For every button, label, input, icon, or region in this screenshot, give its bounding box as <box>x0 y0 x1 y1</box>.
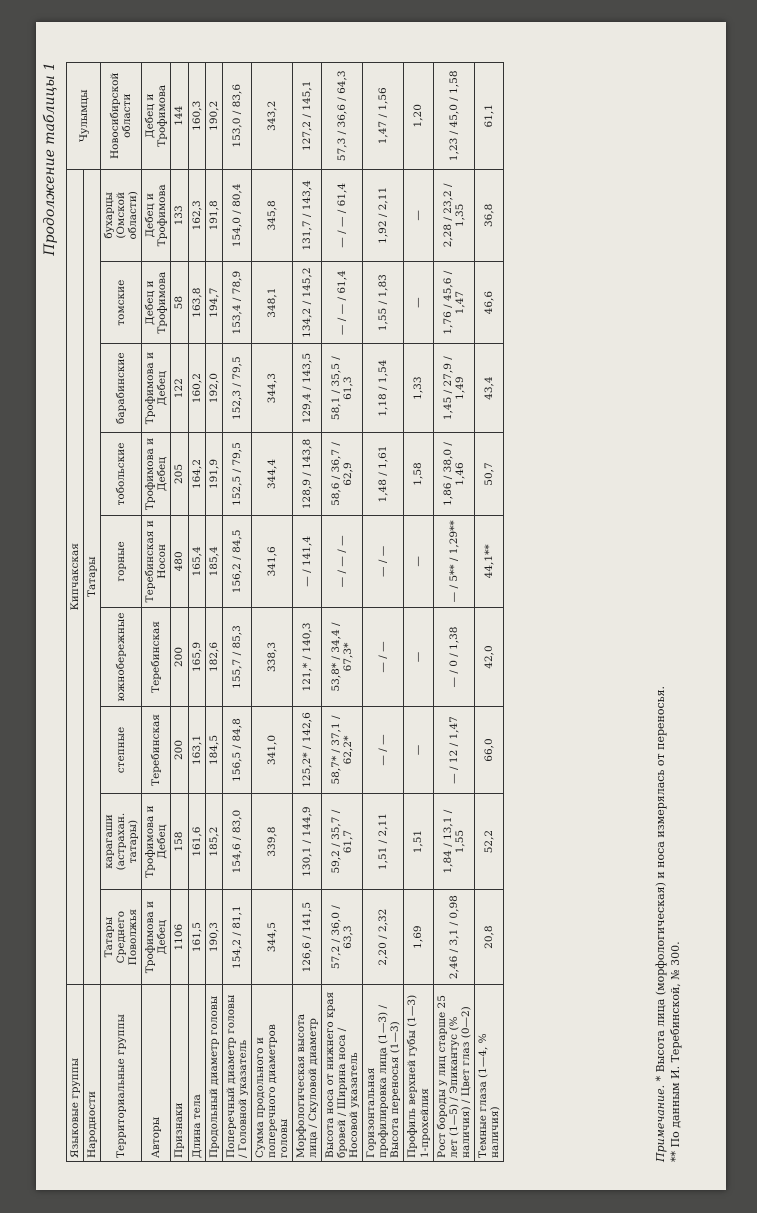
value-cell: 125,2* / 142,6 <box>292 707 321 794</box>
row-label: Сумма продольного и поперечного диаметров головы <box>251 985 292 1162</box>
value-cell: 194,7 <box>205 262 222 344</box>
authors-label: Авторы <box>142 985 171 1162</box>
value-cell: — <box>404 607 433 706</box>
author-cell: Теребинская <box>142 707 171 794</box>
value-cell: — / — / 61,4 <box>322 169 363 262</box>
value-cell: 155,7 / 85,3 <box>222 607 251 706</box>
table-row <box>433 63 474 1162</box>
value-cell: 58,6 / 36,7 / 62,9 <box>322 433 363 516</box>
value-cell: 1,55 / 1,83 <box>363 262 404 344</box>
n-cell: 205 <box>171 433 188 516</box>
group-header: тобольские <box>101 433 142 516</box>
value-cell: 182,6 <box>205 607 222 706</box>
author-cell: Трофимова и Дебец <box>142 433 171 516</box>
n-cell: 133 <box>171 169 188 262</box>
author-cell: Трофимова и Дебец <box>142 344 171 433</box>
n-cell: 58 <box>171 262 188 344</box>
value-cell: — / — <box>363 515 404 607</box>
n-cell: 144 <box>171 63 188 170</box>
value-cell: 344,3 <box>251 344 292 433</box>
value-cell: 156,5 / 84,8 <box>222 707 251 794</box>
value-cell: 2,46 / 3,1 / 0,98 <box>433 890 474 985</box>
value-cell: 44,1** <box>474 515 503 607</box>
note-line-2: ** По данным И. Теребинской, № 300. <box>668 941 682 1162</box>
value-cell: — <box>404 169 433 262</box>
scanned-page <box>36 22 726 1190</box>
value-cell: 161,5 <box>188 890 205 985</box>
n-cell: 122 <box>171 344 188 433</box>
value-cell: 160,2 <box>188 344 205 433</box>
value-cell: 66,0 <box>474 707 503 794</box>
signs-label: Признаки <box>171 985 188 1162</box>
row-label: Профиль верхней губы (1—3) 1-прохейлия <box>404 985 433 1162</box>
value-cell: 348,1 <box>251 262 292 344</box>
table-row <box>363 63 404 1162</box>
value-cell: 341,0 <box>251 707 292 794</box>
value-cell: 152,3 / 79,5 <box>222 344 251 433</box>
lang-group-label: Языковые группы <box>67 985 84 1162</box>
value-cell: 57,2 / 36,0 / 63,3 <box>322 890 363 985</box>
author-cell: Трофимова и Дебец <box>142 793 171 889</box>
value-cell: 1,92 / 2,11 <box>363 169 404 262</box>
value-cell: 50,7 <box>474 433 503 516</box>
note-label: Примечание. <box>654 1084 667 1162</box>
value-cell: 1,18 / 1,54 <box>363 344 404 433</box>
value-cell: 191,9 <box>205 433 222 516</box>
value-cell: 165,4 <box>188 515 205 607</box>
value-cell: 59,2 / 35,7 / 61,7 <box>322 793 363 889</box>
table-row <box>251 63 292 1162</box>
value-cell: 163,8 <box>188 262 205 344</box>
row-label: Продольный диаметр головы <box>205 985 222 1162</box>
group-header: Новосибирской области <box>101 63 142 170</box>
value-cell: 129,4 / 143,5 <box>292 344 321 433</box>
author-cell: Дебец и Трофимова <box>142 262 171 344</box>
value-cell: 1,51 / 2,11 <box>363 793 404 889</box>
table-row <box>322 63 363 1162</box>
group-header: бухарцы (Омской области) <box>101 169 142 262</box>
value-cell: 338,3 <box>251 607 292 706</box>
value-cell: 345,8 <box>251 169 292 262</box>
value-cell: 1,33 <box>404 344 433 433</box>
value-cell: 134,2 / 145,2 <box>292 262 321 344</box>
value-cell: 344,4 <box>251 433 292 516</box>
value-cell: 121,* / 140,3 <box>292 607 321 706</box>
kipchak-header: Кипчакская <box>67 169 84 984</box>
value-cell: 156,2 / 84,5 <box>222 515 251 607</box>
value-cell: 130,1 / 144,9 <box>292 793 321 889</box>
tatars-header: Татары <box>84 169 101 984</box>
rotated-content <box>36 22 726 1190</box>
value-cell: 344,5 <box>251 890 292 985</box>
group-header: томские <box>101 262 142 344</box>
group-header: степные <box>101 707 142 794</box>
value-cell: 1,45 / 27,9 / 1,49 <box>433 344 474 433</box>
value-cell: 339,8 <box>251 793 292 889</box>
value-cell: 1,86 / 38,0 / 1,46 <box>433 433 474 516</box>
value-cell: 128,9 / 143,8 <box>292 433 321 516</box>
value-cell: 36,8 <box>474 169 503 262</box>
table-row <box>404 63 433 1162</box>
table-row <box>188 63 205 1162</box>
value-cell: 185,2 <box>205 793 222 889</box>
value-cell: 2,28 / 23,2 / 1,35 <box>433 169 474 262</box>
group-header: Татары Среднего Поволжья <box>101 890 142 985</box>
value-cell: 185,4 <box>205 515 222 607</box>
n-cell: 1106 <box>171 890 188 985</box>
value-cell: 152,5 / 79,5 <box>222 433 251 516</box>
author-cell: Трофимова и Дебец <box>142 890 171 985</box>
author-cell: Теребинская и Носон <box>142 515 171 607</box>
author-cell: Дебец и Трофимова <box>142 169 171 262</box>
value-cell: 161,6 <box>188 793 205 889</box>
chulym-header: Чулымцы <box>67 63 101 170</box>
n-cell: 480 <box>171 515 188 607</box>
group-header: карагаши (астрахан. татары) <box>101 793 142 889</box>
value-cell: — <box>404 262 433 344</box>
value-cell: 153,0 / 83,6 <box>222 63 251 170</box>
value-cell: — <box>404 707 433 794</box>
value-cell: 43,4 <box>474 344 503 433</box>
value-cell: 190,3 <box>205 890 222 985</box>
value-cell: 165,9 <box>188 607 205 706</box>
table-body <box>188 63 503 1162</box>
value-cell: 154,0 / 80,4 <box>222 169 251 262</box>
row-label: Поперечный диаметр головы / Головной указатель <box>222 985 251 1162</box>
page-header: Продолжение таблицы 1 <box>42 62 58 256</box>
value-cell: 153,4 / 78,9 <box>222 262 251 344</box>
value-cell: 191,8 <box>205 169 222 262</box>
value-cell: 1,58 <box>404 433 433 516</box>
value-cell: — / — <box>363 607 404 706</box>
value-cell: 190,2 <box>205 63 222 170</box>
value-cell: 162,3 <box>188 169 205 262</box>
value-cell: 127,2 / 145,1 <box>292 63 321 170</box>
value-cell: — / 0 / 1,38 <box>433 607 474 706</box>
value-cell: 53,8* / 34,4 / 67,3* <box>322 607 363 706</box>
table-note <box>654 686 684 1162</box>
value-cell: — / — <box>363 707 404 794</box>
table-row <box>205 63 222 1162</box>
group-header: южнобережные <box>101 607 142 706</box>
row-label: Горизонтальная профилировка лица (1—3) / Высота переносья (1—3) <box>363 985 404 1162</box>
value-cell: 1,76 / 45,6 / 1,47 <box>433 262 474 344</box>
value-cell: 126,6 / 141,5 <box>292 890 321 985</box>
row-label: Высота носа от нижнего края бровей / Ширина носа / Носовой указатель <box>322 985 363 1162</box>
value-cell: 343,2 <box>251 63 292 170</box>
value-cell: 154,6 / 83,0 <box>222 793 251 889</box>
n-cell: 158 <box>171 793 188 889</box>
note-line-1: * Высота лица (морфологическая) и носа измерялась от переносья. <box>654 685 667 1082</box>
value-cell: 1,51 <box>404 793 433 889</box>
value-cell: 58,7* / 37,1 / 62,2* <box>322 707 363 794</box>
table-row <box>222 63 251 1162</box>
value-cell: 154,2 / 81,1 <box>222 890 251 985</box>
value-cell: — / — / 61,4 <box>322 262 363 344</box>
value-cell: 57,3 / 36,6 / 64,3 <box>322 63 363 170</box>
author-cell: Дебец и Трофимова <box>142 63 171 170</box>
author-cell: Теребинская <box>142 607 171 706</box>
value-cell: 1,69 <box>404 890 433 985</box>
value-cell: 192,0 <box>205 344 222 433</box>
value-cell: 131,7 / 143,4 <box>292 169 321 262</box>
value-cell: 46,6 <box>474 262 503 344</box>
value-cell: 1,84 / 13,1 / 1,55 <box>433 793 474 889</box>
value-cell: — / — / — <box>322 515 363 607</box>
row-label: Длина тела <box>188 985 205 1162</box>
value-cell: 1,48 / 1,61 <box>363 433 404 516</box>
value-cell: 2,20 / 2,32 <box>363 890 404 985</box>
value-cell: — / 141,4 <box>292 515 321 607</box>
value-cell: 341,6 <box>251 515 292 607</box>
value-cell: — / 12 / 1,47 <box>433 707 474 794</box>
n-cell: 200 <box>171 607 188 706</box>
group-header: барабинские <box>101 344 142 433</box>
row-label: Морфологическая высота лица / Скуловой диаметр <box>292 985 321 1162</box>
group-header: горные <box>101 515 142 607</box>
value-cell: — / 5** / 1,29** <box>433 515 474 607</box>
value-cell: 163,1 <box>188 707 205 794</box>
value-cell: 1,20 <box>404 63 433 170</box>
territorial-label: Территориальные группы <box>101 985 142 1162</box>
data-table <box>66 62 504 1162</box>
people-label: Народности <box>84 985 101 1162</box>
value-cell: 164,2 <box>188 433 205 516</box>
row-label: Рост бороды у лиц старше 25 лет (1—5) / Эпикантус (% наличия) / Цвет глаз (0—2) <box>433 985 474 1162</box>
row-label: Темные глаза (1—4, % наличия) <box>474 985 503 1162</box>
value-cell: 42,0 <box>474 607 503 706</box>
n-cell: 200 <box>171 707 188 794</box>
value-cell: 1,47 / 1,56 <box>363 63 404 170</box>
value-cell: 20,8 <box>474 890 503 985</box>
value-cell: 160,3 <box>188 63 205 170</box>
table-row <box>292 63 321 1162</box>
value-cell: 184,5 <box>205 707 222 794</box>
table-row <box>474 63 503 1162</box>
value-cell: — <box>404 515 433 607</box>
value-cell: 1,23 / 45,0 / 1,58 <box>433 63 474 170</box>
value-cell: 61,1 <box>474 63 503 170</box>
value-cell: 58,1 / 35,5 / 61,3 <box>322 344 363 433</box>
value-cell: 52,2 <box>474 793 503 889</box>
